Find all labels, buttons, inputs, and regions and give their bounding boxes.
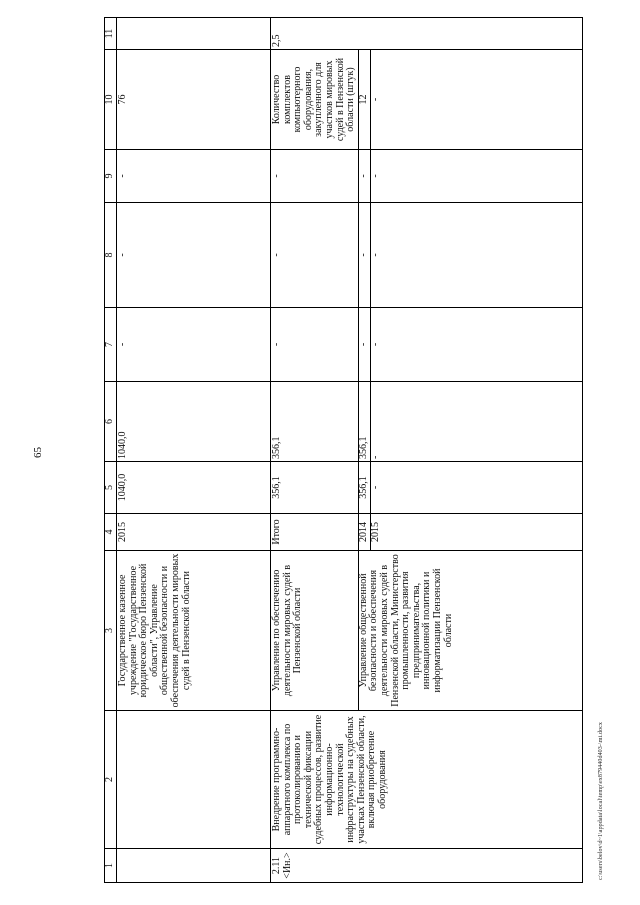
header-cell: 8 [105,203,117,308]
activity-cell: Внедрение программно-аппаратного комплекса по протоколированию и технической фиксации судебных процессов, развитие информационно-технологической инфраструктуры на судебных участках Пензенской области, включая приобретение оборудования [271,711,583,849]
value-cell: - [370,150,582,203]
file-path-footer: c:\users\belov\d~1\appdata\local\temp\ex879440d403-\mi.docx [598,722,604,880]
year-cell: 2015 [370,514,582,551]
year-cell: 2015 [117,514,271,551]
value-cell: 356,1 [358,462,370,514]
table-cell [117,711,271,849]
value-cell: 1040,0 [117,462,271,514]
value-cell: - [370,203,582,308]
value-cell: - [271,203,359,308]
value-cell: - [117,203,271,308]
value-cell: - [358,150,370,203]
header-cell: 3 [105,551,117,711]
value-cell: - [370,462,582,514]
value-cell: - [370,382,582,462]
table-row [117,18,271,883]
header-cell: 11 [105,18,117,50]
value-cell: - [117,308,271,382]
value-cell: - [117,150,271,203]
value-cell: - [271,308,359,382]
header-cell: 9 [105,150,117,203]
header-cell: 1 [105,849,117,883]
header-cell: 6 [105,382,117,462]
value-cell: - [358,308,370,382]
header-cell: 10 [105,50,117,150]
header-cell: 2 [105,711,117,849]
indicator-cell: 76 [117,50,271,150]
value-cell: 356,1 [271,382,359,462]
executor-cell: Управление общественной безопасности и обеспечения деятельности мировых судей в Пензенской области, Министерство промышленности, развития предпринимательства, инновационной политики и информатизации Пензенской области [358,551,582,711]
header-cell: 4 [105,514,117,551]
value-cell: - [358,203,370,308]
program-table [104,17,583,883]
indicator-cell: Количество комплектов компьютерного оборудования, закупленного для участков мировых судей в Пензенской области (штук) [271,50,359,150]
page-number: 65 [32,447,44,458]
value-cell: - [370,50,582,150]
year-cell: Итого [271,514,359,551]
value-cell: 1040,0 [117,382,271,462]
executor-cell: Государственное казенное учреждение "Государственное юридическое бюро Пензенской области", Управление общественной безопасности и обеспечения деятельности мировых судей в Пензенской области [117,551,271,711]
value-cell: 356,1 [358,382,370,462]
header-cell: 5 [105,462,117,514]
year-cell: 2014 [358,514,370,551]
item-number-cell: 2.11 <Ин.> [271,849,583,883]
value-cell: 2,5 [271,18,583,50]
value-cell: - [271,150,359,203]
value-cell: - [370,308,582,382]
header-row [105,18,117,883]
table-row [271,18,359,883]
table-cell [117,849,271,883]
value-cell [117,18,271,50]
value-cell: 356,1 [271,462,359,514]
value-cell: 12 [358,50,370,150]
header-cell: 7 [105,308,117,382]
executor-cell: Управление по обеспечению деятельности мировых судей в Пензенской области [271,551,359,711]
